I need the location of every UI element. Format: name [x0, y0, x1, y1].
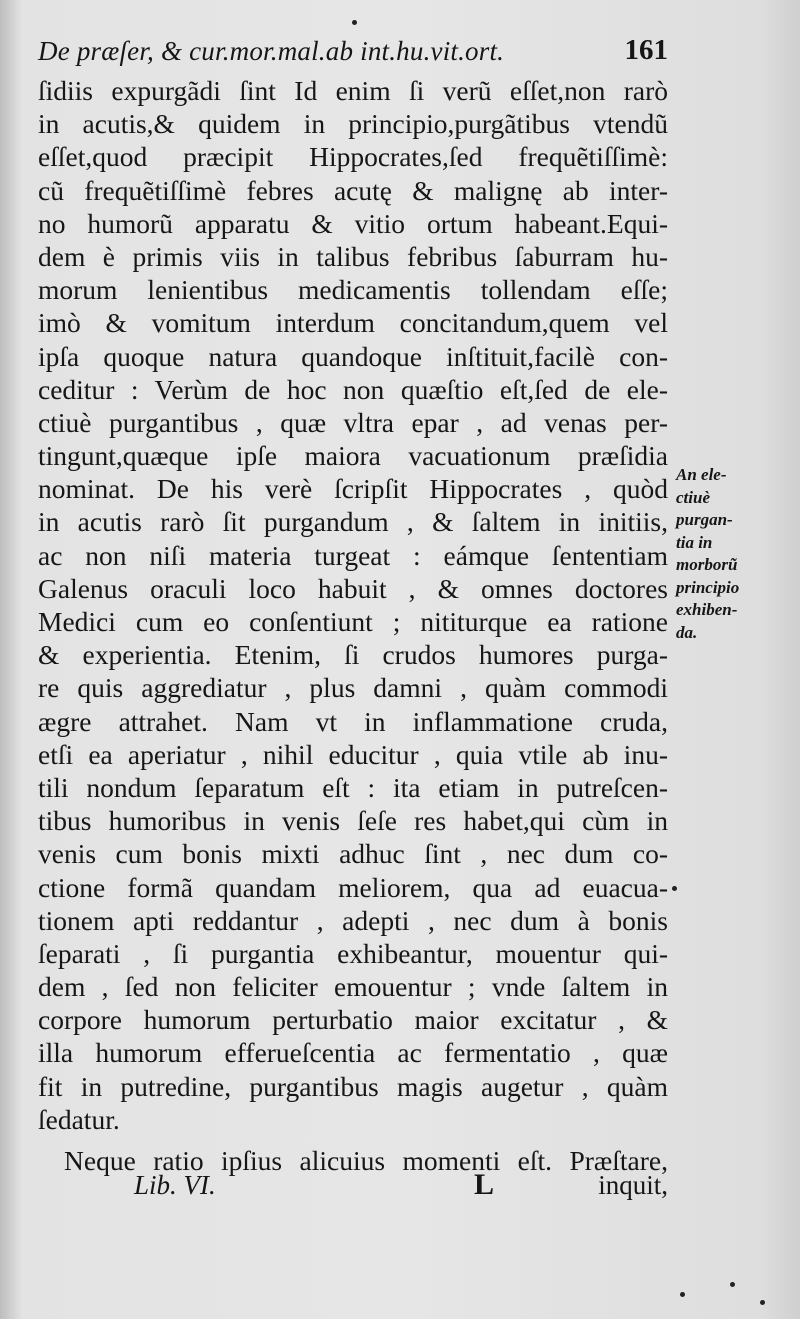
text-line: illa humorum efferueſcentia ac fermentatio , quæ	[38, 1037, 668, 1069]
text-line: Medici cum eo conſentiunt ; nititurque ea ratione	[38, 606, 668, 637]
marginal-note-line: purgan-	[676, 510, 733, 529]
marginal-note-line: principio	[676, 577, 740, 597]
text-line: dem , ſed non feliciter emouentur ; vnde ſaltem in	[38, 971, 668, 1003]
ink-speck	[672, 886, 677, 891]
text-line: ipſa quoque natura quandoque inſtituit,facilè con-	[38, 340, 668, 372]
body-text	[38, 74, 668, 1177]
text-line: ſedatur.	[38, 1103, 120, 1135]
marginal-note-line: An ele-	[676, 465, 727, 484]
page-footer	[38, 1166, 668, 1206]
text-line: tibus humoribus in venis ſeſe res habet,qui cùm in	[38, 805, 668, 837]
catchword: inquit,	[598, 1170, 668, 1200]
text-line: ceditur : Verùm de hoc non quæſtio eſt,ſed de ele-	[38, 373, 668, 405]
text-line: morum lenientibus medicamentis tollendam eſſe;	[38, 274, 668, 306]
text-line: re quis aggrediatur , plus damni , quàm commodi	[38, 672, 668, 704]
text-line: tili nondum ſeparatum eſt : ita etiam in putreſcen-	[38, 771, 668, 803]
marginal-note-line: tia in	[676, 532, 713, 552]
ink-speck	[730, 1282, 735, 1287]
text-line: dem è primis viis in talibus febribus ſaburram hu-	[38, 240, 668, 272]
marginal-note-line: morborũ	[676, 555, 738, 574]
ink-speck	[352, 20, 357, 25]
text-line: ſeparati , ſi purgantia exhibeantur, mouentur qui-	[38, 937, 668, 969]
text-line: no humorũ apparatu & vitio ortum habeant.Equi-	[38, 207, 668, 239]
text-line: corpore humorum perturbatio maior excitatur , &	[38, 1004, 668, 1036]
text-line: cũ frequẽtiſſimè febres acutę & malignę ab inter-	[38, 174, 668, 206]
marginal-note-line: da.	[676, 622, 698, 642]
marginal-note	[676, 464, 786, 644]
ink-speck	[680, 1292, 685, 1297]
text-line: ægre attrahet. Nam vt in inflammatione cruda,	[38, 705, 668, 737]
marginal-note-line: exhiben-	[676, 600, 738, 619]
running-title: De præſer, & cur.mor.mal.ab int.hu.vit.ort.	[38, 36, 505, 66]
page-number: 161	[624, 34, 668, 66]
text-line: in acutis rarò ſit purgandum , & ſaltem in initiis,	[38, 506, 668, 538]
text-line: ctione formã quandam meliorem, qua ad euacua-	[38, 871, 668, 903]
text-line: ctiuè purgantibus , quæ vltra epar , ad venas per-	[38, 406, 668, 438]
text-line: imò & vomitum interdum concitandum,quem vel	[38, 307, 668, 339]
text-line: venis cum bonis mixti adhuc ſint , nec dum co-	[38, 838, 668, 870]
text-line: eſſet,quod præcipit Hippocrates,ſed frequẽtiſſimè:	[38, 141, 668, 173]
text-line: tingunt,quæque ipſe maiora vacuationum præſidia	[38, 440, 668, 472]
running-header	[38, 30, 668, 74]
text-line: ac non niſi materia turgeat : eámque ſententiam	[38, 539, 668, 571]
text-line: fit in putredine, purgantibus magis augetur , quàm	[38, 1070, 668, 1102]
text-line: in acutis,& quidem in principio,purgãtibus vtendũ	[38, 108, 668, 140]
book-reference: Lib. VI.	[134, 1170, 216, 1200]
signature-mark: L	[474, 1168, 495, 1201]
text-line: ſidiis expurgãdi ſint Id enim ſi verũ eſſet,non rarò	[38, 75, 668, 106]
text-line: etſi ea aperiatur , nihil educitur , quia vtile ab inu-	[38, 738, 668, 770]
ink-speck	[760, 1300, 765, 1305]
paragraph-first-line: Neque ratio ipſius alicuius momenti eſt. Præſtare,	[64, 1145, 668, 1176]
text-line: Galenus oraculi loco habuit , & omnes doctores	[38, 572, 668, 604]
text-line: nominat. De his verè ſcripſit Hippocrates , quòd	[38, 473, 668, 505]
text-line: tionem apti reddantur , adepti , nec dum à bonis	[38, 904, 668, 936]
text-line: & experientia. Etenim, ſi crudos humores purga-	[38, 639, 668, 671]
marginal-note-line: ctiuè	[676, 487, 710, 507]
